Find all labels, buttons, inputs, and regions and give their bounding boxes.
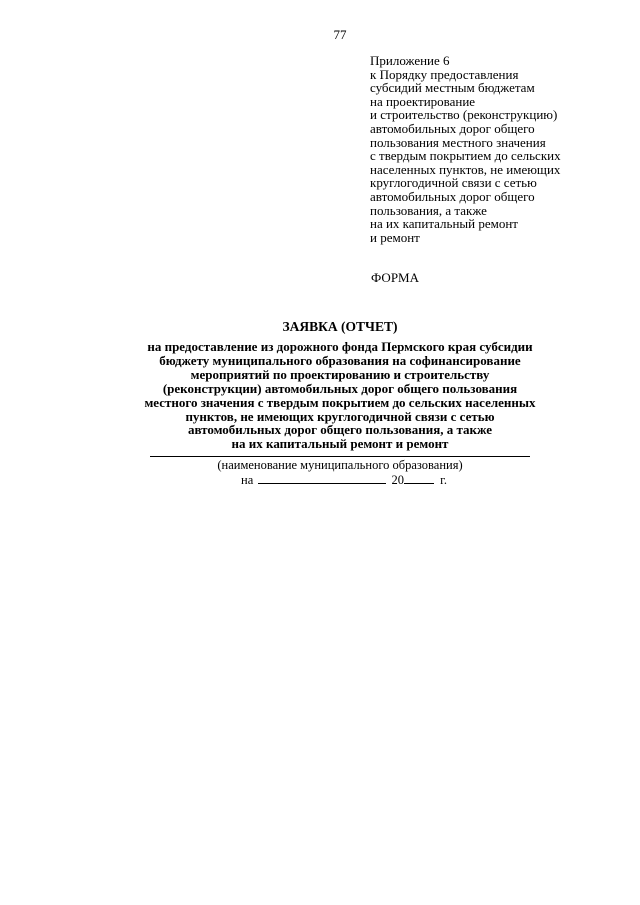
- year-prefix: 20: [391, 473, 404, 487]
- appendix-line: на проектирование: [370, 93, 476, 109]
- appendix-block: [370, 54, 630, 244]
- page-number: 77: [333, 27, 347, 42]
- subtitle-line: автомобильных дорог общего пользования, а также: [187, 422, 493, 438]
- appendix-line: с твердым покрытием до сельских: [370, 148, 561, 164]
- appendix-line: населенных пунктов, не имеющих: [370, 161, 561, 177]
- year-suffix: г.: [440, 473, 447, 487]
- appendix-line: пользования местного значения: [370, 134, 546, 150]
- document-subtitle: [0, 340, 640, 451]
- appendix-line: к Порядку предоставления: [370, 66, 519, 82]
- subtitle-line: на предоставление из дорожного фонда Пермского края субсидии: [147, 339, 533, 354]
- appendix-line: автомобильных дорог общего: [370, 188, 535, 204]
- subtitle-line: (реконструкции) автомобильных дорог общего пользования: [162, 380, 518, 396]
- year-blank-line: [404, 473, 434, 484]
- appendix-line: круглогодичной связи с сетью: [370, 175, 537, 191]
- appendix-line: пользования, а также: [370, 202, 487, 218]
- form-label: ФОРМА: [371, 270, 419, 285]
- appendix-line: автомобильных дорог общего: [370, 120, 535, 136]
- appendix-line: и строительство (реконструкцию): [370, 107, 558, 123]
- date-prefix: на: [241, 473, 254, 487]
- municipality-name-caption: (наименование муниципального образования): [217, 458, 463, 472]
- appendix-line: и ремонт: [370, 229, 420, 245]
- subtitle-line: бюджету муниципального образования на софинансирование: [159, 352, 521, 368]
- document-title: ЗАЯВКА (ОТЧЕТ): [282, 319, 398, 334]
- municipality-name-field-line: [150, 456, 530, 457]
- appendix-line: субсидий местным бюджетам: [370, 80, 535, 96]
- subtitle-line: пунктов, не имеющих круглогодичной связи с сетью: [185, 408, 495, 424]
- date-blank-line: [258, 473, 386, 484]
- appendix-line: Приложение 6: [370, 53, 450, 68]
- report-date-row: [241, 473, 447, 487]
- appendix-line: на их капитальный ремонт: [370, 216, 518, 232]
- subtitle-line: мероприятий по проектированию и строительству: [190, 366, 490, 382]
- subtitle-line: местного значения с твердым покрытием до сельских населенных: [144, 394, 536, 410]
- subtitle-line: на их капитальный ремонт и ремонт: [231, 436, 449, 452]
